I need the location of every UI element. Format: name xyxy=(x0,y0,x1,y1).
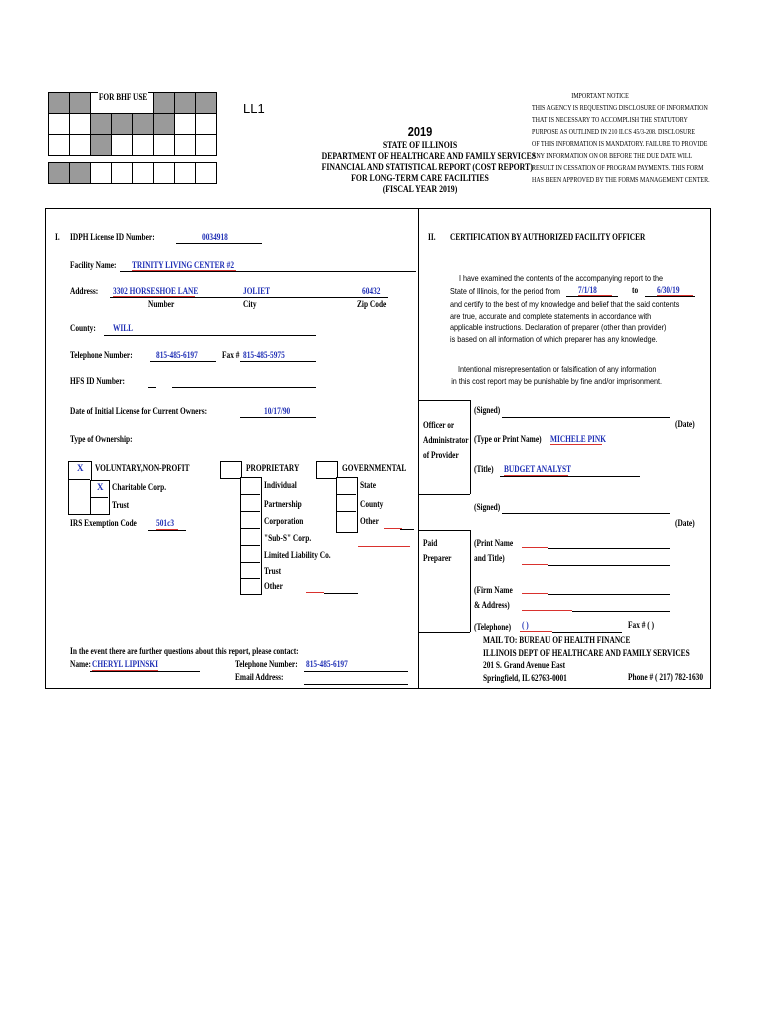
print-name2-label xyxy=(474,536,513,566)
spellcheck-underline xyxy=(520,631,552,632)
spellcheck-underline xyxy=(132,270,236,271)
spellcheck-underline xyxy=(578,295,612,296)
governmental-checkbox[interactable] xyxy=(316,461,338,479)
officer-label xyxy=(423,418,469,463)
telephone-underline xyxy=(552,632,622,633)
governmental-label: GOVERNMENTAL xyxy=(342,463,407,473)
date2-label: (Date) xyxy=(675,518,695,528)
warning-line: in this cost report may be punishable by fine and/or imprisonment. xyxy=(451,375,663,386)
voluntary-label: VOLUNTARY,NON-PROFIT xyxy=(95,463,190,473)
firm-underline[interactable] xyxy=(572,611,670,612)
print-name-label: (Type or Print Name) xyxy=(474,434,542,444)
preparer-box-bottom xyxy=(418,632,470,633)
hfs-underline xyxy=(172,387,316,388)
print-name2-line: and Title) xyxy=(474,553,505,563)
street-value[interactable]: 3302 HORSESHOE LANE xyxy=(113,286,199,296)
grid-cell xyxy=(48,92,70,114)
grid-cell xyxy=(90,113,112,135)
city-caption: City xyxy=(243,299,257,309)
preparer-fax-label: Fax # ( ) xyxy=(628,620,655,630)
print-name2-underline[interactable] xyxy=(548,565,670,566)
spellcheck-underline xyxy=(358,546,410,547)
grid-cell xyxy=(195,113,217,135)
prop-item: Partnership xyxy=(264,499,302,509)
email-label: Email Address: xyxy=(235,672,284,682)
cert-line: I have examined the contents of the accompanying report to the xyxy=(459,273,664,283)
form-code: LL1 xyxy=(243,101,265,116)
license-label: IDPH License ID Number: xyxy=(70,232,155,242)
notice-line: OF THIS INFORMATION IS MANDATORY. FAILURE TO PROVIDE xyxy=(532,139,708,148)
initial-license-value[interactable]: 10/17/90 xyxy=(264,406,291,416)
address-label: Address: xyxy=(70,286,99,296)
telephone-parens[interactable]: ( ) xyxy=(522,620,529,630)
gov-item: State xyxy=(360,480,376,490)
prop-other-underline xyxy=(324,593,358,594)
proprietary-label: PROPRIETARY xyxy=(246,463,300,473)
cert-line: and certify to the best of my knowledge and belief that the said contents xyxy=(450,299,680,309)
signed-underline[interactable] xyxy=(502,417,670,418)
hfs-label: HFS ID Number: xyxy=(70,376,125,386)
title-label: (Title) xyxy=(474,464,494,474)
grid-cell xyxy=(153,113,175,135)
section-divider xyxy=(418,208,419,688)
grid-cell xyxy=(111,113,133,135)
facility-label: Facility Name: xyxy=(70,260,117,270)
mail-line: 201 S. Grand Avenue East xyxy=(483,660,566,670)
title-line: FINANCIAL AND STATISTICAL REPORT (COST REPORT) xyxy=(321,163,533,173)
spellcheck-underline xyxy=(657,295,693,296)
email-underline xyxy=(304,684,408,685)
signed2-underline[interactable] xyxy=(502,513,670,514)
gov-item: Other xyxy=(360,516,379,526)
spellcheck-underline xyxy=(522,564,548,565)
grid-cell xyxy=(153,162,175,184)
grid-cell xyxy=(195,134,217,156)
cert-line: State of Illinois, for the period from xyxy=(450,286,561,296)
contact-phone-value[interactable]: 815-485-6197 xyxy=(306,659,348,669)
notice-line: ANY INFORMATION ON OR BEFORE THE DUE DATE WILL xyxy=(532,151,693,160)
facility-value[interactable]: TRINITY LIVING CENTER #2 xyxy=(132,260,235,270)
gov-other-underline xyxy=(400,529,414,530)
questions-label: In the event there are further questions about this report, please contact: xyxy=(70,646,299,656)
print-name-value[interactable]: MICHELE PINK xyxy=(550,434,606,444)
report-title xyxy=(300,141,540,196)
grid-cell xyxy=(111,162,133,184)
checkbox-divider xyxy=(240,545,260,546)
phone-value[interactable]: 815-485-6197 xyxy=(156,350,198,360)
print-name2-line: (Print Name xyxy=(474,538,514,548)
county-label: County: xyxy=(70,323,96,333)
officer-box-right xyxy=(470,400,471,494)
grid-cell xyxy=(69,134,91,156)
checkbox-divider xyxy=(68,479,90,480)
irs-label: IRS Exemption Code xyxy=(70,518,137,528)
paid-preparer-label xyxy=(423,536,451,566)
ownership-label: Type of Ownership: xyxy=(70,434,133,444)
grid-cell xyxy=(69,92,91,114)
preparer-box-top xyxy=(418,530,470,531)
contact-name-label: Name: xyxy=(70,659,91,669)
cert-line: applicable instructions. Declaration of preparer (other than provider) xyxy=(450,322,667,332)
fax-label: Fax # xyxy=(222,350,240,360)
bhf-use-label: FOR BHF USE xyxy=(98,92,148,102)
prop-item: Corporation xyxy=(264,516,304,526)
gov-item: County xyxy=(360,499,384,509)
notice-heading: IMPORTANT NOTICE xyxy=(571,91,629,100)
fax-value[interactable]: 815-485-5975 xyxy=(243,350,285,360)
zip-value[interactable]: 60432 xyxy=(362,286,381,296)
title-value[interactable]: BUDGET ANALYST xyxy=(504,464,572,474)
contact-phone-underline xyxy=(304,671,408,672)
firm-underline[interactable] xyxy=(548,594,670,595)
title-line: STATE OF ILLINOIS xyxy=(382,141,458,151)
spellcheck-underline xyxy=(92,670,158,671)
initial-license-underline xyxy=(240,417,316,418)
paid-line: Preparer xyxy=(423,553,452,563)
signed2-label: (Signed) xyxy=(474,502,501,512)
city-value[interactable]: JOLIET xyxy=(243,286,271,296)
firm-line: & Address) xyxy=(474,600,510,610)
title-line: FOR LONG-TERM CARE FACILITIES xyxy=(351,174,489,184)
period-to-value[interactable]: 6/30/19 xyxy=(657,285,680,295)
grid-cell xyxy=(174,92,196,114)
form-right-border xyxy=(710,208,711,688)
grid-cell xyxy=(69,162,91,184)
important-notice xyxy=(532,90,732,186)
checkbox-divider xyxy=(90,497,108,498)
trust-label: Trust xyxy=(112,500,130,510)
zip-caption: Zip Code xyxy=(357,299,387,309)
charitable-mark[interactable]: X xyxy=(97,482,104,492)
prop-item: Individual xyxy=(264,480,297,490)
mail-line: ILLINOIS DEPT OF HEALTHCARE AND FAMILY SERVICES xyxy=(483,647,690,658)
notice-line: THIS AGENCY IS REQUESTING DISCLOSURE OF INFORMATION xyxy=(532,103,708,112)
grid-cell xyxy=(153,134,175,156)
irs-value[interactable]: 501c3 xyxy=(156,518,175,528)
spellcheck-underline xyxy=(522,547,548,548)
fax-underline xyxy=(240,361,316,362)
notice-line: PURPOSE AS OUTLINED IN 210 ILCS 45/3-208. DISCLOSURE xyxy=(532,127,696,136)
period-from-value[interactable]: 7/1/18 xyxy=(578,285,597,295)
warning-text xyxy=(451,364,663,387)
notice-line: THAT IS NECESSARY TO ACCOMPLISH THE STATUTORY xyxy=(532,115,688,124)
checkbox-divider xyxy=(240,562,260,563)
voluntary-mark[interactable]: X xyxy=(77,463,84,473)
grid-cell xyxy=(111,134,133,156)
license-underline xyxy=(176,243,262,244)
phone-underline xyxy=(150,361,216,362)
spellcheck-underline xyxy=(113,296,195,297)
address-underline xyxy=(110,297,388,298)
cert-line: are true, accurate and complete statements in accordance with xyxy=(450,310,652,321)
governmental-sub-checkboxes xyxy=(336,477,358,533)
grid-cell xyxy=(174,113,196,135)
grid-cell xyxy=(195,92,217,114)
warning-line: Intentional misrepresentation or falsification of any information xyxy=(458,364,657,374)
spellcheck-underline xyxy=(306,592,324,593)
grid-cell xyxy=(90,134,112,156)
county-value[interactable]: WILL xyxy=(113,323,134,333)
mail-line: MAIL TO: BUREAU OF HEALTH FINANCE xyxy=(483,635,631,645)
period-from-underline xyxy=(566,296,618,297)
officer-line: of Provider xyxy=(423,450,459,460)
cert-line: is based on all information of which preparer has any knowledge. xyxy=(450,333,658,344)
spellcheck-underline xyxy=(522,593,548,594)
form-bottom-border xyxy=(45,688,711,689)
officer-line: Officer or xyxy=(423,420,455,430)
title-line: DEPARTMENT OF HEALTHCARE AND FAMILY SERVICES xyxy=(321,152,537,162)
grid-cell xyxy=(69,113,91,135)
paid-line: Paid xyxy=(423,538,438,548)
print-name2-underline[interactable] xyxy=(548,548,670,549)
firm-label xyxy=(474,583,513,613)
firm-line: (Firm Name xyxy=(474,585,513,595)
hfs-underline-short xyxy=(148,387,156,388)
mail-line: Springfield, IL 62763-0001 xyxy=(483,672,567,683)
officer-line: Administrator xyxy=(423,435,469,445)
spellcheck-underline xyxy=(550,444,602,445)
checkbox-divider xyxy=(336,494,356,495)
contact-phone-label: Telephone Number: xyxy=(235,659,298,669)
grid-cell xyxy=(48,162,70,184)
grid-cell xyxy=(90,162,112,184)
checkbox-divider xyxy=(240,578,260,579)
initial-license-label: Date of Initial License for Current Owners: xyxy=(70,406,208,416)
grid-cell xyxy=(48,113,70,135)
grid-cell xyxy=(48,134,70,156)
prop-item: Limited Liability Co. xyxy=(264,550,331,560)
facility-underline xyxy=(120,271,416,272)
cert-body xyxy=(450,299,679,345)
grid-cell xyxy=(174,162,196,184)
grid-cell xyxy=(132,162,154,184)
grid-cell xyxy=(153,92,175,114)
date-label: (Date) xyxy=(675,419,695,429)
spellcheck-underline xyxy=(504,475,568,476)
form-top-border xyxy=(45,208,711,209)
checkbox-divider xyxy=(240,494,260,495)
proprietary-checkbox[interactable] xyxy=(220,461,242,479)
telephone-label: (Telephone) xyxy=(474,622,512,632)
grid-cell xyxy=(195,162,217,184)
form-left-border xyxy=(45,208,46,688)
title-underline xyxy=(500,476,640,477)
contact-name-underline xyxy=(90,671,200,672)
checkbox-divider xyxy=(336,511,356,512)
county-underline xyxy=(104,335,316,336)
signed-label: (Signed) xyxy=(474,405,501,415)
charitable-label: Charitable Corp. xyxy=(112,482,167,492)
prop-item: Other xyxy=(264,581,283,591)
period-to-label: to xyxy=(632,285,639,295)
spellcheck-underline xyxy=(522,610,572,611)
prop-item: "Sub-S" Corp. xyxy=(264,533,312,543)
notice-line: HAS BEEN APPROVED BY THE FORMS MANAGEMENT CENTER. xyxy=(532,175,710,184)
phone-label: Telephone Number: xyxy=(70,350,133,360)
spellcheck-underline xyxy=(156,529,178,530)
grid-cell xyxy=(132,134,154,156)
irs-underline xyxy=(148,530,186,531)
notice-line: RESULT IN CESSATION OF PROGRAM PAYMENTS. THIS FORM xyxy=(532,163,704,172)
license-value[interactable]: 0034918 xyxy=(202,232,228,242)
contact-name-value[interactable]: CHERYL LIPINSKI xyxy=(92,659,158,669)
officer-box-top xyxy=(418,400,470,401)
grid-cell xyxy=(174,134,196,156)
report-year: 2019 xyxy=(407,124,433,139)
section-2-title: CERTIFICATION BY AUTHORIZED FACILITY OFFICER xyxy=(450,232,646,242)
title-line: (FISCAL YEAR 2019) xyxy=(382,185,458,195)
section-2-roman: II. xyxy=(428,232,436,242)
period-to-underline xyxy=(645,296,695,297)
grid-cell xyxy=(132,113,154,135)
preparer-box-right xyxy=(470,530,471,632)
mail-phone: Phone # ( 217) 782-1630 xyxy=(628,672,704,682)
checkbox-divider xyxy=(240,528,260,529)
officer-box-bottom xyxy=(418,494,470,495)
number-caption: Number xyxy=(148,299,175,309)
section-1-roman: I. xyxy=(55,232,60,242)
checkbox-divider xyxy=(240,511,260,512)
prop-item: Trust xyxy=(264,566,282,576)
